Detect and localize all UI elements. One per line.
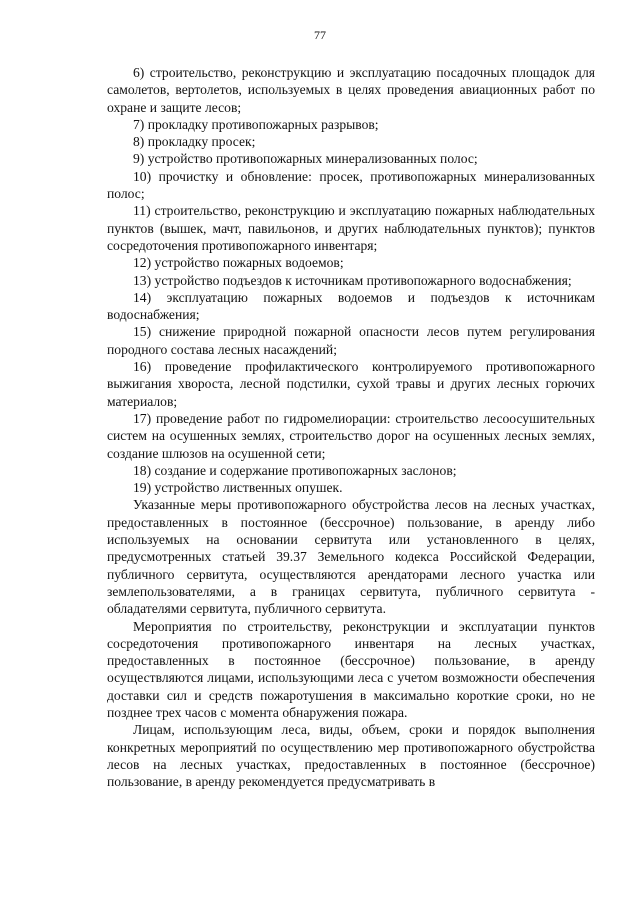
paragraph-item-15: 15) снижение природной пожарной опасности лесов путем регулирования породного состава лесных насаждений;: [107, 324, 595, 357]
paragraph-activities: Мероприятия по строительству, реконструкции и эксплуатации пунктов сосредоточения противопожарного инвентаря на лесных участках, предоставленных в постоянное (бессрочное) пользование, в аренду осуществляются лицами, использующими леса с учетом возможности обеспечения доставки сил и средств пожаротушения в максимально короткие сроки, но не позднее трех часов с момента обнаружения пожара.: [107, 618, 595, 720]
paragraph-item-8: 8) прокладку просек;: [133, 134, 256, 150]
paragraph-item-6: 6) строительство, реконструкцию и эксплуатацию посадочных площадок для самолетов, вертолетов, используемых в целях проведения авиационных работ по охране и защите лесов;: [107, 65, 595, 115]
paragraph-item-18: 18) создание и содержание противопожарных заслонов;: [133, 462, 457, 478]
paragraph-item-10: 10) прочистку и обновление: просек, противопожарных минерализованных полос;: [107, 168, 595, 202]
paragraph-item-14: 14) эксплуатацию пожарных водоемов и подъездов к источникам водоснабжения;: [107, 289, 595, 323]
paragraph-item-11: 11) строительство, реконструкцию и эксплуатацию пожарных наблюдательных пунктов (вышек, мачт, павильонов, и других наблюдательных пунктов); пунктов сосредоточения противопожарного инвентаря;: [107, 203, 595, 253]
paragraph-item-16: 16) проведение профилактического контролируемого противопожарного выжигания хвороста, лесной подстилки, сухой травы и других лесных горючих материалов;: [107, 359, 595, 409]
paragraph-item-19: 19) устройство лиственных опушек.: [133, 480, 343, 496]
paragraph-forest-users: Лицам, использующим леса, виды, объем, сроки и порядок выполнения конкретных мероприятий по осуществлению мер противопожарного обустройства лесов на лесных участках, предоставленных в постоянное (бессрочное) пользование, в аренду рекомендуется предусматривать в: [107, 722, 595, 790]
paragraph-item-9: 9) устройство противопожарных минерализованных полос;: [133, 151, 478, 167]
paragraph-item-7: 7) прокладку противопожарных разрывов;: [133, 116, 379, 132]
paragraph-measures: Указанные меры противопожарного обустройства лесов на лесных участках, предоставленных в постоянное (бессрочное) пользование, в аренду либо используемых на основании сервитута или установленного в целях, предусмотренных статьей 39.37 Земельного кодекса Российской Федерации, публичного сервитута, осуществляются арендаторами лесного участка или землепользователями, а в границах сервитута, публичного сервитута - обладателями сервитута, публичного сервитута.: [107, 497, 595, 617]
document-body: [107, 64, 595, 790]
paragraph-item-12: 12) устройство пожарных водоемов;: [133, 255, 344, 271]
paragraph-item-17: 17) проведение работ по гидромелиорации: строительство лесоосушительных систем на осушенных землях, строительство дорог на осушенных лесных землях, создание шлюзов на осушенной сети;: [107, 410, 595, 461]
page-number: 77: [314, 28, 326, 42]
paragraph-item-13: 13) устройство подъездов к источникам противопожарного водоснабжения;: [133, 272, 572, 288]
